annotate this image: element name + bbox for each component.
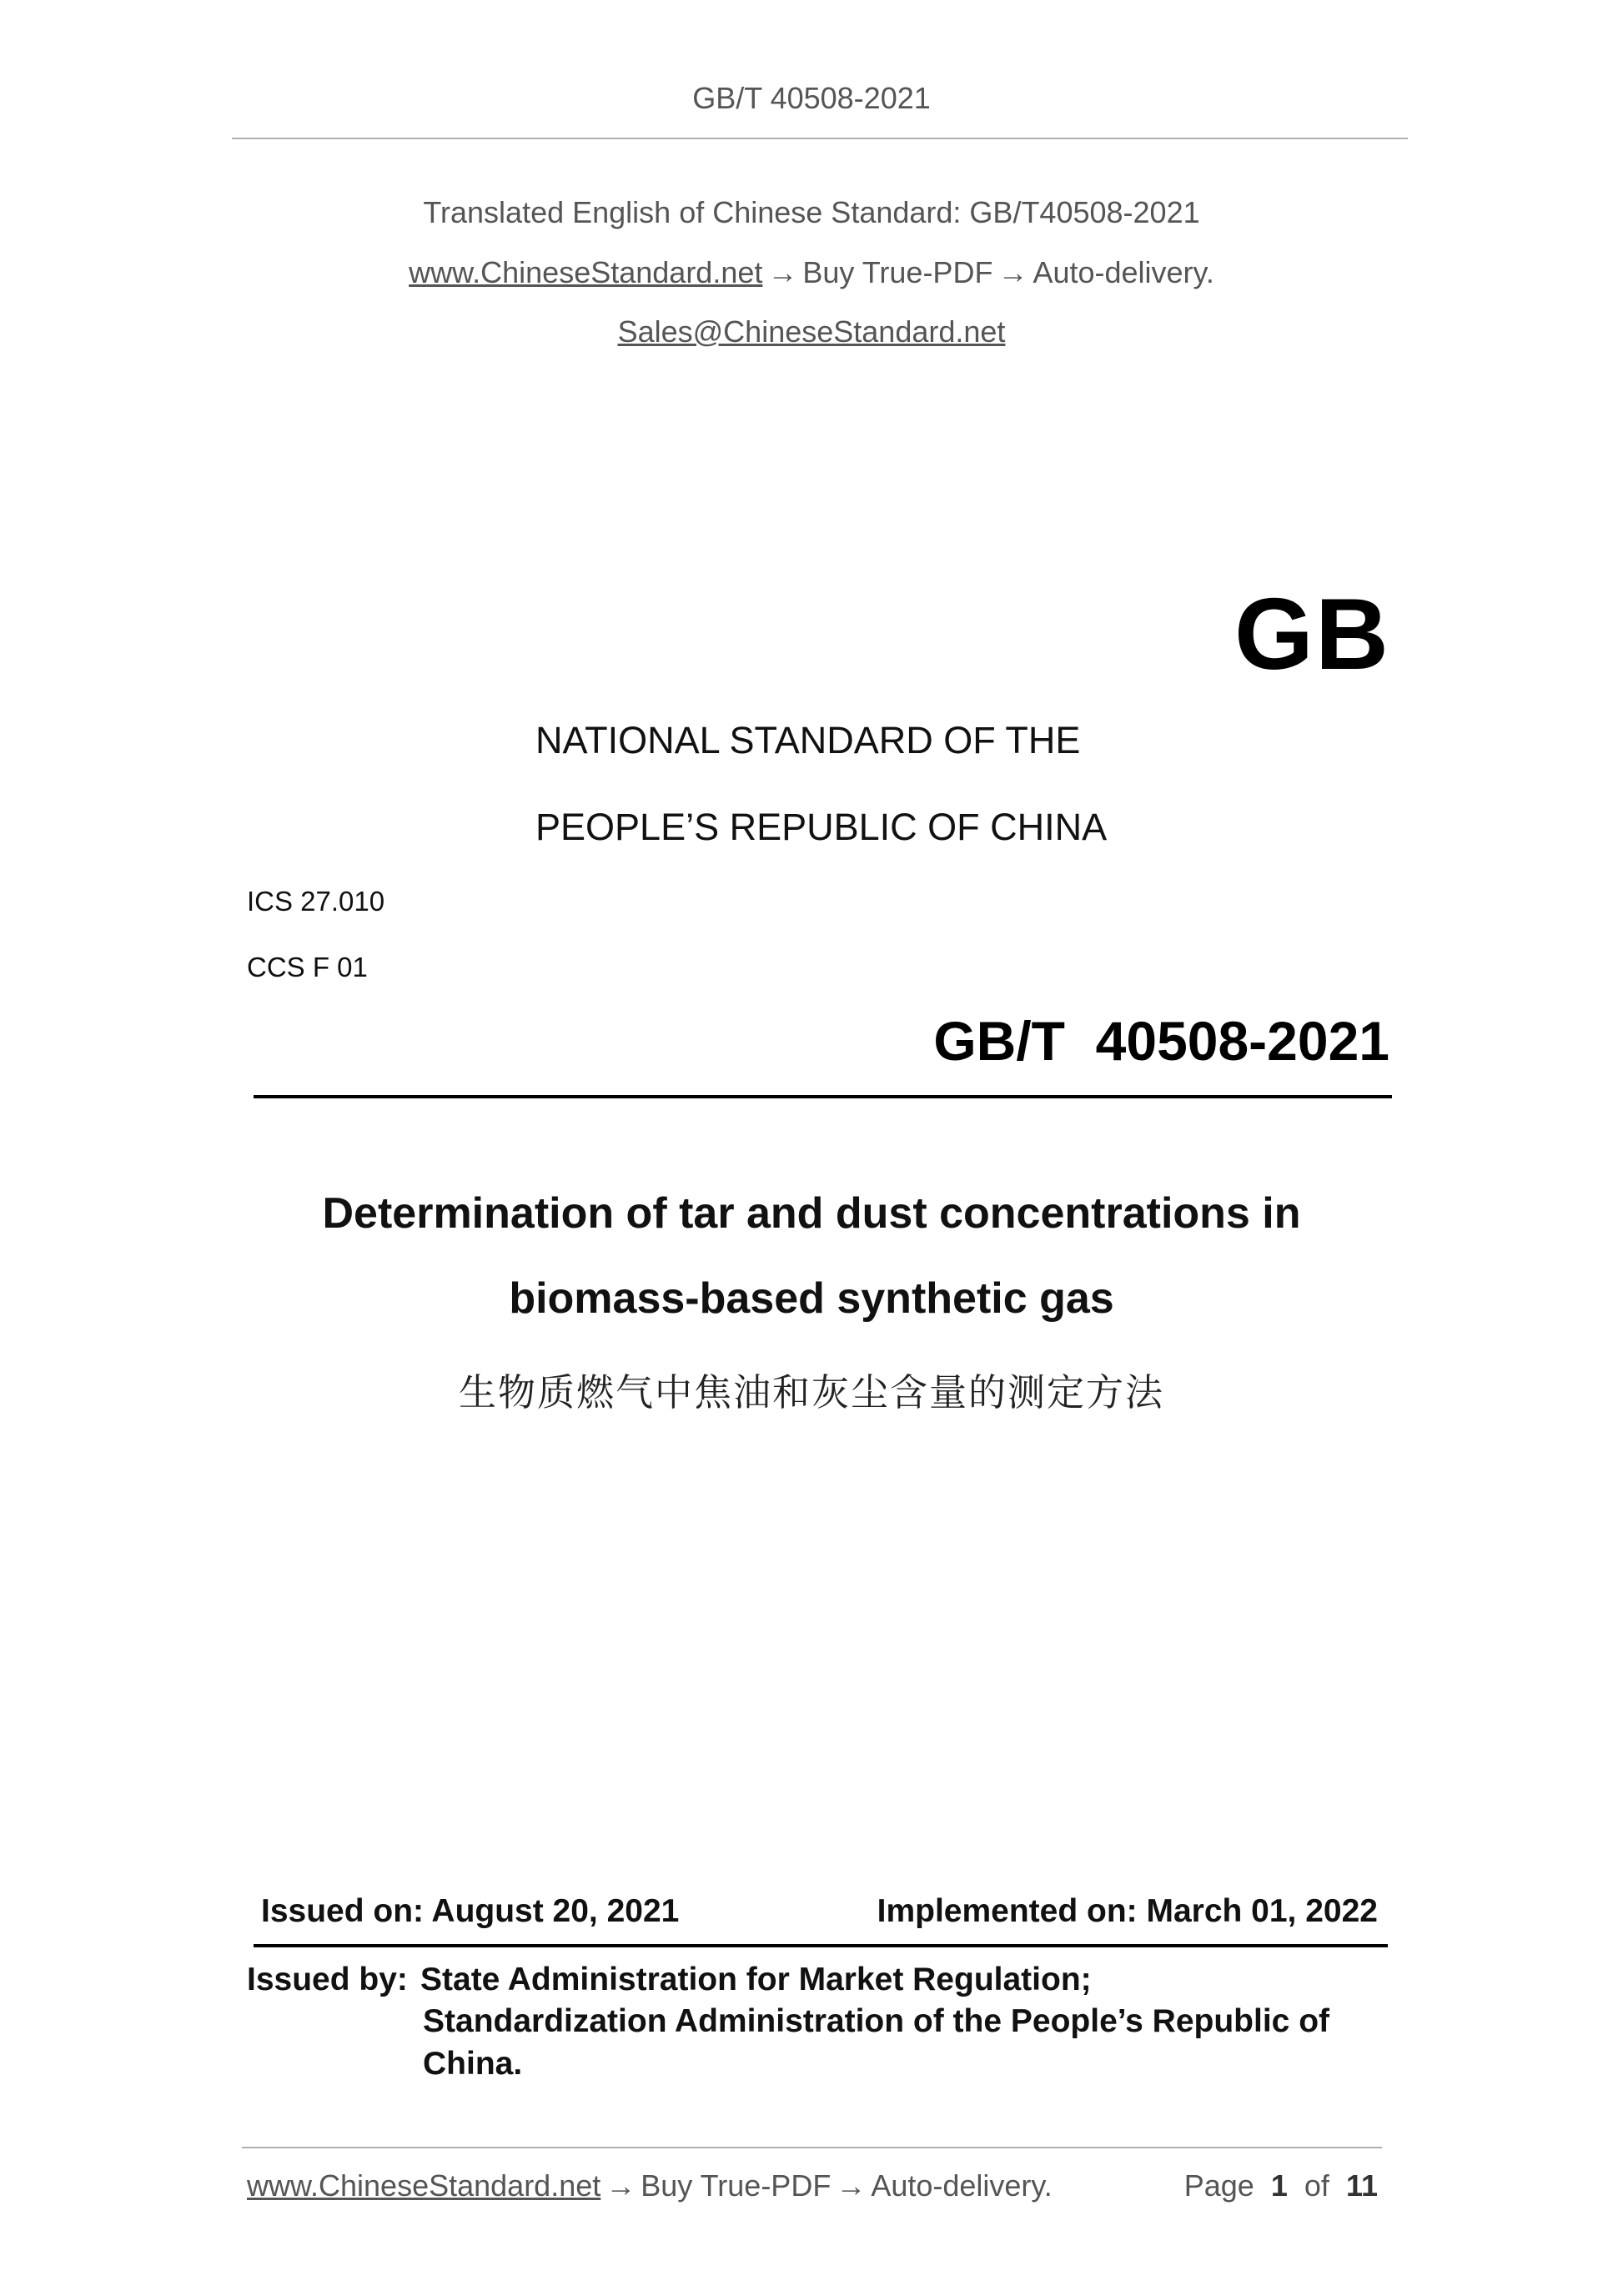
- buy-pdf-text: Buy True-PDF: [802, 255, 993, 289]
- arrow-right-icon: →: [836, 2168, 867, 2203]
- national-standard-line1: NATIONAL STANDARD OF THE: [535, 719, 1081, 761]
- standard-number-rule: [254, 1095, 1392, 1098]
- issued-by-line1: State Administration for Market Regulation;: [420, 1962, 1092, 1997]
- title-chinese: 生物质燃气中焦油和灰尘含量的测定方法: [458, 1370, 1164, 1414]
- sales-email-link[interactable]: Sales@ChineseStandard.net: [617, 314, 1006, 349]
- page-number: 1: [1270, 2168, 1288, 2203]
- site-link[interactable]: www.ChineseStandard.net: [409, 255, 763, 289]
- footer-auto-delivery-text: Auto-delivery.: [871, 2168, 1053, 2203]
- ics-code: ICS 27.010: [247, 886, 385, 917]
- footer-promo: [247, 2168, 1053, 2203]
- promo-line: [0, 255, 1623, 290]
- footer-divider: [242, 2147, 1382, 2148]
- page-indicator: [1184, 2168, 1378, 2203]
- footer-site-link[interactable]: www.ChineseStandard.net: [247, 2168, 601, 2203]
- implemented-on-date: Implemented on: March 01, 2022: [877, 1893, 1378, 1929]
- issued-by-line3: China.: [423, 2046, 523, 2082]
- page-label: Page: [1183, 2168, 1254, 2203]
- issued-by-line2: Standardization Administration of the People’s Republic of: [423, 2003, 1330, 2039]
- arrow-right-icon: →: [605, 2168, 636, 2203]
- ccs-code: CCS F 01: [247, 952, 368, 982]
- issued-by-label: Issued by:: [247, 1962, 408, 1997]
- standard-number: GB/T 40508-2021: [933, 1010, 1389, 1072]
- sales-line: [0, 314, 1623, 349]
- translated-notice: Translated English of Chinese Standard: GB/T40508-2021: [423, 195, 1200, 229]
- page-total: 11: [1345, 2168, 1378, 2203]
- title-english-line2: biomass-based synthetic gas: [509, 1274, 1114, 1323]
- gb-logo: GB: [1234, 577, 1390, 691]
- running-header: GB/T 40508-2021: [692, 81, 931, 115]
- title-english-line1: Determination of tar and dust concentrations in: [322, 1189, 1301, 1238]
- footer-buy-pdf-text: Buy True-PDF: [641, 2168, 832, 2203]
- national-standard-line2: PEOPLE’S REPUBLIC OF CHINA: [535, 806, 1108, 848]
- of-label: of: [1304, 2168, 1329, 2203]
- arrow-right-icon: →: [767, 255, 798, 289]
- auto-delivery-text: Auto-delivery.: [1033, 255, 1214, 289]
- header-divider: [232, 138, 1408, 139]
- arrow-right-icon: →: [997, 255, 1028, 289]
- issued-on-date: Issued on: August 20, 2021: [261, 1893, 680, 1929]
- dates-rule: [254, 1944, 1388, 1947]
